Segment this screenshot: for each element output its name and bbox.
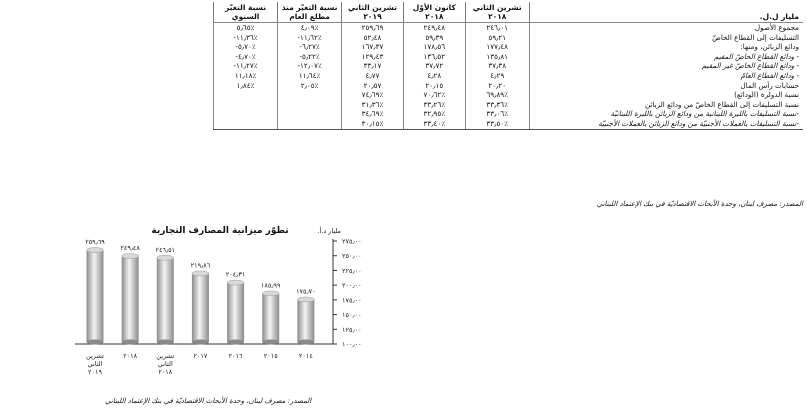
- bar-base: [192, 340, 209, 345]
- table-cell: ١١٫٦٤٪: [278, 71, 342, 81]
- table-corner-label: مليار ل.ل.: [529, 2, 803, 23]
- table-cell: ٥٢٫٤٨: [342, 33, 404, 43]
- row-label: نسبة التسليفات إلى القطاع الخاصّ من ودائع الزبائن: [529, 100, 803, 110]
- x-tick-label: الثاني: [157, 360, 173, 368]
- bar: [192, 273, 209, 342]
- table-cell: ١٣٦٫٥٢: [403, 52, 465, 62]
- table-cell: ٣٣٫٤٠٪: [403, 119, 465, 129]
- table-cell: -١١٫٣٦٪: [214, 33, 278, 43]
- table-cell: ٣٣٫٠٦٪: [465, 109, 529, 119]
- bar-value-label: ٢٥٩٫٦٩: [85, 238, 105, 247]
- x-tick-label: تشرين: [156, 352, 175, 360]
- table-cell: ٤٫٢٨: [403, 71, 465, 81]
- chart-title: تطوّر ميزانية المصارف التجارية: [151, 226, 289, 236]
- y-tick-label: ٢٢٥٫٠٠: [342, 266, 362, 275]
- y-tick-label: ٢٥٠٫٠٠: [342, 252, 362, 261]
- table-cell: ٤٫٠٩٪: [278, 23, 342, 33]
- bar: [122, 256, 139, 342]
- x-tick-label: ٢٠١٧: [193, 352, 208, 360]
- table-cell: -٤٫٧٠٪: [214, 52, 278, 62]
- table-cell: ٢٠٫١٥: [403, 81, 465, 91]
- table-cell: ٥٫٦٥٪: [214, 23, 278, 33]
- y-tick-label: ١٥٠٫٠٠: [342, 311, 362, 320]
- table-cell: ٧٠٫٦٢٪: [403, 90, 465, 100]
- y-tick-label: ٢٧٥٫٠٠: [342, 237, 362, 246]
- table-source-note: المصدر: مصرف لبنان، وحدة الأبحاث الاقتصاديّة في بنك الإعتماد اللبناني: [596, 200, 803, 208]
- column-header-line2: ٢٠١٨: [488, 12, 507, 21]
- table-cell: ٢٫٠٥٪: [278, 81, 342, 91]
- bar-top: [262, 291, 279, 296]
- y-tick-label: ١٠٠٫٠٠: [342, 340, 362, 349]
- table-cell: ١٢٩٫٤٣: [342, 52, 404, 62]
- x-tick-label: ٢٠١٥: [263, 352, 278, 360]
- column-header-line1: تشرين الثاني: [472, 3, 522, 12]
- bar-base: [262, 340, 279, 345]
- table-cell: ٣٣٫٥٠٪: [465, 119, 529, 129]
- table-cell: ٢٠٫٥٧: [342, 81, 404, 91]
- table-cell: ٣١٫٣٦٪: [342, 100, 404, 110]
- table-cell: ٢٤٩٫٤٨: [403, 23, 465, 33]
- table-cell: ٣٧٫٣٨: [465, 61, 529, 71]
- bar-base: [122, 340, 139, 345]
- bar-value-label: ١٧٥٫٧٠: [296, 287, 316, 296]
- bar-base: [297, 340, 314, 345]
- table-cell: ٣٤٫٦٩٪: [342, 109, 404, 119]
- column-header-line1: نسبة التغيّر: [225, 3, 267, 12]
- bar-top: [192, 271, 209, 276]
- bar-value-label: ٢٤٦٫٥١: [155, 245, 176, 254]
- y-tick-label: ١٢٥٫٠٠: [342, 325, 362, 334]
- bar: [262, 293, 279, 342]
- bar: [297, 299, 314, 342]
- column-header-line1: نسبة التغيّر منذ: [281, 3, 338, 12]
- bar: [227, 283, 244, 342]
- table-cell: ٧٤٫٦٩٪: [342, 90, 404, 100]
- bar-top: [157, 255, 174, 260]
- table-cell: -١١٫٦٢٪: [278, 33, 342, 43]
- row-label: ودائع الزبائن، ومنها:: [529, 42, 803, 52]
- column-header-line1: كانون الأوّل: [412, 3, 456, 12]
- table-cell: ٢٥٩٫٦٩: [342, 23, 404, 33]
- bar-value-label: ٢١٩٫٨٦: [190, 261, 211, 270]
- row-label: -نسبة التسليفات بالليرة اللبنانية من ودائع الزبائن بالليرة اللبنانيّة: [529, 109, 803, 119]
- chart-source-note: المصدر: مصرف لبنان، وحدة الأبحاث الاقتصاديّة في بنك الإعتماد اللبناني: [105, 397, 312, 405]
- table-cell: ١٣٥٫٨١: [465, 52, 529, 62]
- table-cell: -١٢٫٠٧٪: [278, 61, 342, 71]
- row-label: - ودائع القطاع الخاصّ غير المقيم: [529, 61, 803, 71]
- column-header-line2: ٢٠١٩: [363, 12, 382, 21]
- row-label: - ودائع القطاع الخاصّ المقيم: [529, 52, 803, 62]
- table-cell: ١٧٨٫٥٦: [403, 42, 465, 52]
- x-tick-label: الثاني: [87, 360, 103, 368]
- table-cell: ٣٧٫٧٢: [403, 61, 465, 71]
- column-header-line2: مطلع العام: [289, 12, 330, 21]
- table-cell: ٣٣٫١٧: [342, 61, 404, 71]
- table-cell: ٤٫٧٧: [342, 71, 404, 81]
- y-tick-label: ٢٠٠٫٠٠: [342, 281, 362, 290]
- y-axis-label: مليار د.أ.: [317, 227, 341, 235]
- table-cell: -٥٫٢٢٪: [278, 52, 342, 62]
- table-cell: -٦٫٢٧٪: [278, 42, 342, 52]
- bar-value-label: ٢٤٩٫٤٨: [120, 244, 140, 253]
- x-tick-label: ٢٠١٨: [158, 368, 173, 376]
- table-cell: -٥٫٧٠٪: [214, 42, 278, 52]
- bar-value-label: ٢٠٤٫٣١: [225, 270, 246, 279]
- bar-top: [297, 297, 314, 302]
- bar-top: [227, 280, 244, 285]
- table-cell: ٣٢٫٩٥٪: [403, 109, 465, 119]
- table-cell: ١١٫١٨٪: [214, 71, 278, 81]
- row-label: مجموع الأصول: [529, 23, 803, 33]
- x-tick-label: ٢٠١٤: [298, 352, 313, 360]
- table-cell: ١٧٧٫٤٨: [465, 42, 529, 52]
- bar-base: [157, 340, 174, 345]
- bar-base: [227, 340, 244, 345]
- table-cell: -١١٫٢٧٪: [214, 61, 278, 71]
- bar-base: [87, 340, 104, 345]
- bar: [157, 258, 174, 342]
- row-label: حسابات رأس المال: [529, 81, 803, 91]
- y-tick-label: ١٧٥٫٠٠: [342, 296, 362, 305]
- row-label: التسليفات إلى القطاع الخاصّ: [529, 33, 803, 43]
- column-header-line2: ٢٠١٨: [425, 12, 444, 21]
- table-cell: ٥٩٫٢١: [465, 33, 529, 43]
- table-cell: ٣٣٫٢٦٪: [403, 100, 465, 110]
- x-tick-label: ٢٠١٩: [88, 368, 102, 376]
- table-cell: ٣٣٫٣٦٪: [465, 100, 529, 110]
- bar: [87, 250, 104, 342]
- column-header-line1: تشرين الثاني: [348, 3, 397, 12]
- table-cell: ٤٫٢٩: [465, 71, 529, 81]
- table-cell: ٢٤٦٫٠١: [465, 23, 529, 33]
- bar-top: [87, 248, 104, 253]
- bar-top: [122, 254, 139, 259]
- row-label: -نسبة التسليفات بالعملات الأجنبيّة من ودائع الزبائن بالعملات الأجنبيّة: [529, 119, 803, 129]
- x-tick-label: ٢٠١٨: [123, 352, 138, 360]
- row-label: - ودائع القطاع العامّ: [529, 71, 803, 81]
- table-cell: ٣٠٫١٥٪: [342, 119, 404, 129]
- bar-value-label: ١٨٥٫٩٩: [260, 281, 281, 290]
- table-cell: ١٫٨٤٪: [214, 81, 278, 91]
- column-header-line2: السنوي: [231, 12, 260, 21]
- table-cell: ٦٩٫٨٩٪: [465, 90, 529, 100]
- x-tick-label: تشرين: [86, 352, 104, 360]
- table-cell: ٢٠٫٢٠: [465, 81, 529, 91]
- row-label: نسبة الدولرة (الودائع): [529, 90, 803, 100]
- table-cell: ٥٩٫٣٩: [403, 33, 465, 43]
- x-tick-label: ٢٠١٦: [228, 352, 243, 360]
- table-cell: ١٦٧٫٣٧: [342, 42, 404, 52]
